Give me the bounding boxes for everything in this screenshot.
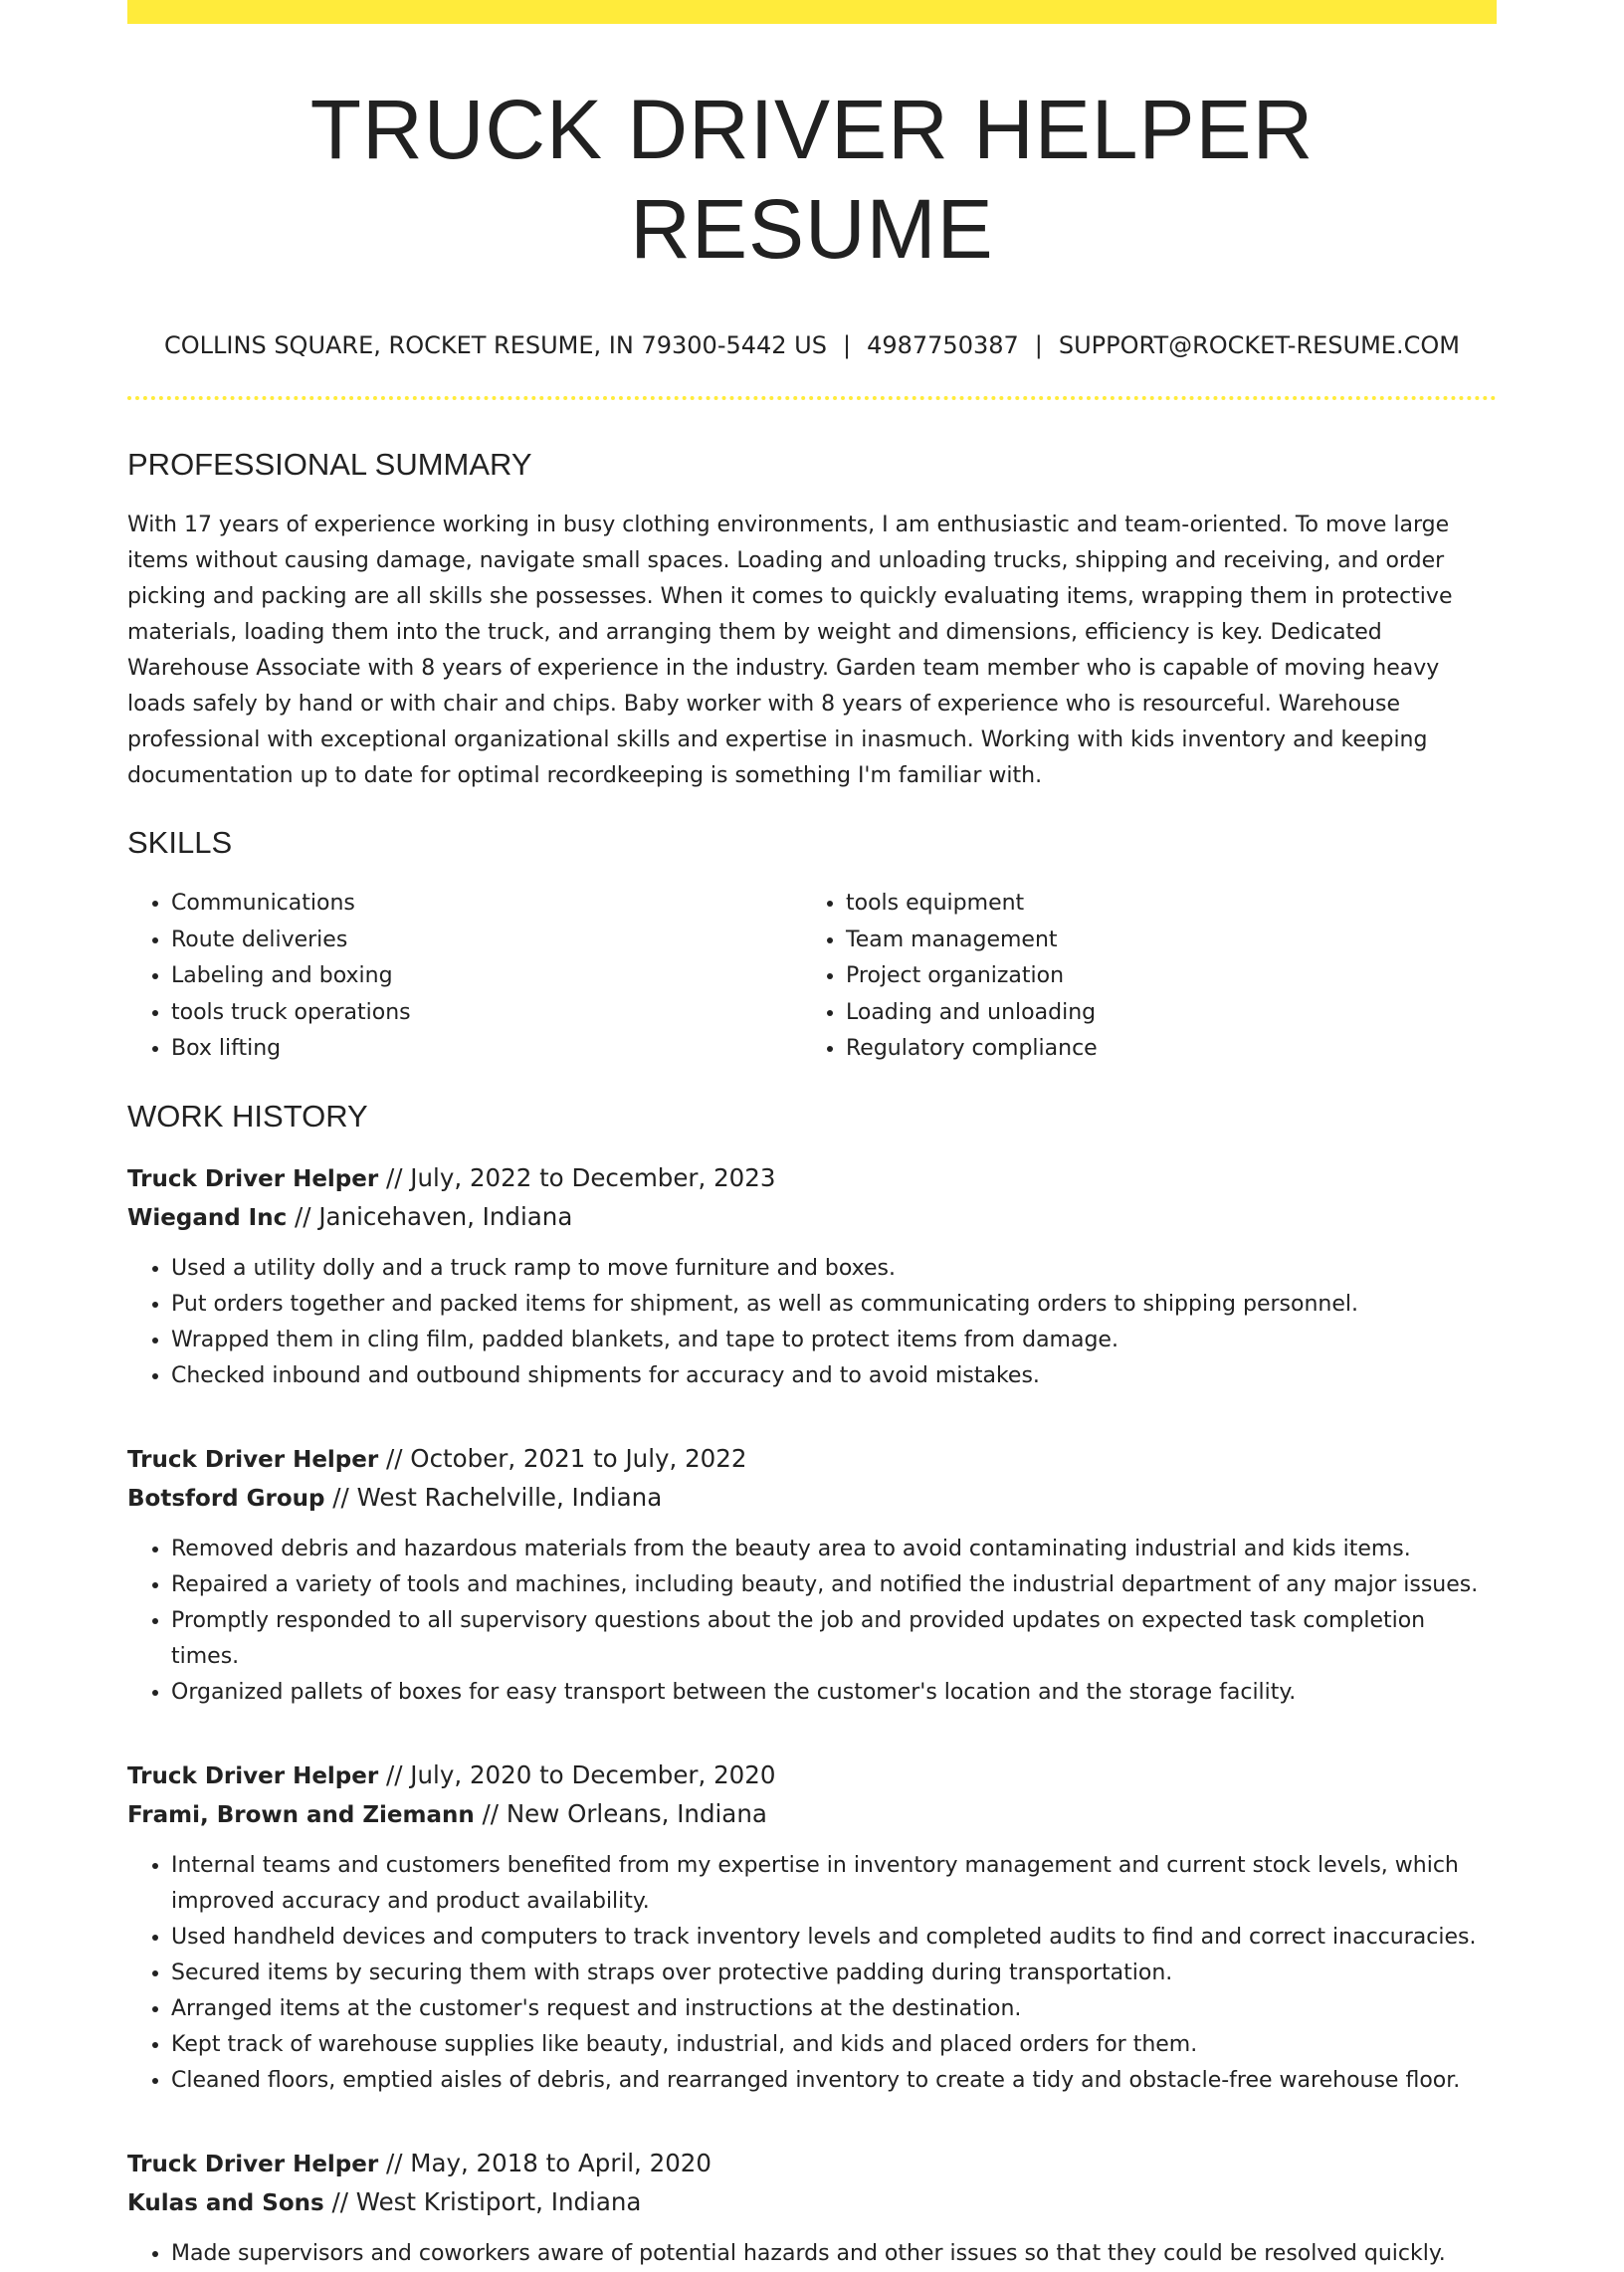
job-title-line: [127, 1756, 1497, 1795]
contact-separator: |: [1034, 331, 1043, 359]
job-title-line: [127, 1440, 1497, 1479]
job-entry: [127, 1440, 1497, 1711]
job-bullet: • Repaired a variety of tools and machines, including beauty, and notified the industrial department of any major issues.: [171, 1567, 1497, 1603]
dotted-divider: [127, 396, 1497, 400]
job-bullets: [127, 1848, 1497, 2099]
job-dates: // October, 2021 to July, 2022: [378, 1443, 747, 1473]
job-bullet: • Checked inbound and outbound shipments for accuracy and to avoid mistakes.: [171, 1358, 1497, 1394]
job-location: // Janicehaven, Indiana: [287, 1201, 573, 1231]
skill-item: • Route deliveries: [171, 923, 802, 959]
skill-item: • tools equipment: [846, 886, 1477, 923]
skill-item: • Communications: [171, 886, 802, 923]
contact-phone: 4987750387: [867, 331, 1019, 359]
skill-item: • Labeling and boxing: [171, 958, 802, 995]
job-bullets: [127, 1532, 1497, 1711]
job-bullet: • Removed debris and hazardous materials from the beauty area to avoid contaminating industrial and kids items.: [171, 1532, 1497, 1567]
job-company-line: [127, 2183, 1497, 2222]
job-bullet: • Put orders together and packed items for shipment, as well as communicating orders to shipping personnel.: [171, 1287, 1497, 1323]
skill-item: • tools truck operations: [171, 995, 802, 1032]
job-bullet: • Cleaned floors, emptied aisles of debris, and rearranged inventory to create a tidy and obstacle-free warehouse floor.: [171, 2063, 1497, 2099]
skill-item: • Team management: [846, 923, 1477, 959]
job-bullets: [127, 2236, 1497, 2272]
job-location: // West Rachelville, Indiana: [324, 1482, 663, 1512]
job-bullet: • Promptly responded to all supervisory questions about the job and provided updates on expected task completion times.: [171, 1603, 1497, 1675]
job-title: Truck Driver Helper: [127, 1762, 379, 1789]
job-location: // New Orleans, Indiana: [474, 1798, 767, 1828]
job-dates: // July, 2022 to December, 2023: [378, 1162, 776, 1192]
job-company: Botsford Group: [127, 1485, 325, 1512]
job-company-line: [127, 1479, 1497, 1518]
job-entry: [127, 1159, 1497, 1394]
contact-line: [127, 330, 1497, 360]
job-bullets: [127, 1251, 1497, 1394]
job-company: Kulas and Sons: [127, 2189, 324, 2216]
job-bullet: • Used a utility dolly and a truck ramp to move furniture and boxes.: [171, 1251, 1497, 1287]
job-company: Frami, Brown and Ziemann: [127, 1801, 475, 1828]
job-entry: [127, 2145, 1497, 2272]
job-location: // West Kristiport, Indiana: [323, 2186, 642, 2216]
resume-title: TRUCK DRIVER HELPER RESUME: [309, 83, 1315, 276]
job-bullet: • Used handheld devices and computers to track inventory levels and completed audits to find and correct inaccuracies.: [171, 1920, 1497, 1956]
job-company-line: [127, 1795, 1497, 1834]
job-bullet: • Wrapped them in cling film, padded blankets, and tape to protect items from damage.: [171, 1323, 1497, 1358]
job-entry: [127, 1756, 1497, 2099]
job-title: Truck Driver Helper: [127, 1165, 379, 1192]
summary-heading: PROFESSIONAL SUMMARY: [127, 447, 532, 482]
job-company-line: [127, 1198, 1497, 1237]
skills-column-right: [802, 886, 1477, 1068]
job-bullet: • Internal teams and customers benefited from my expertise in inventory management and current stock levels, which improved accuracy and product availability.: [171, 1848, 1497, 1920]
skill-item: • Regulatory compliance: [846, 1031, 1477, 1068]
summary-text: With 17 years of experience working in busy clothing environments, I am enthusiastic and team-oriented. To move large items without causing damage, navigate small spaces. Loading and unloading trucks, shipping and receiving, and order picking and packing are all skills she possesses. When it comes to quickly evaluating items, wrapping them in protective materials, loading them into the truck, and arranging them by weight and dimensions, efficiency is key. Dedicated Warehouse Associate with 8 years of experience in the industry. Garden team member who is capable of moving heavy loads safely by hand or with chair and chips. Baby worker with 8 years of experience who is resourceful. Warehouse professional with exceptional organizational skills and expertise in inasmuch. Working with kids inventory and keeping documentation up to date for optimal recordkeeping is something I'm familiar with.: [127, 513, 1453, 788]
contact-email: SUPPORT@ROCKET-RESUME.COM: [1058, 331, 1460, 359]
contact-address: COLLINS SQUARE, ROCKET RESUME, IN 79300-5442 US: [164, 331, 827, 359]
job-title-line: [127, 1159, 1497, 1198]
job-bullet: • Kept track of warehouse supplies like beauty, industrial, and kids and placed orders for them.: [171, 2027, 1497, 2063]
job-bullet: • Arranged items at the customer's request and instructions at the destination.: [171, 1991, 1497, 2027]
job-dates: // May, 2018 to April, 2020: [378, 2148, 711, 2177]
job-bullet: • Secured items by securing them with straps over protective padding during transportation.: [171, 1956, 1497, 1991]
work-history-heading: WORK HISTORY: [127, 1098, 368, 1134]
job-bullet: • Made supervisors and coworkers aware of potential hazards and other issues so that they could be resolved quickly.: [171, 2236, 1497, 2272]
skills-list: [127, 886, 1497, 1068]
skill-item: • Loading and unloading: [846, 995, 1477, 1032]
job-title: Truck Driver Helper: [127, 1446, 379, 1473]
job-company: Wiegand Inc: [127, 1204, 288, 1231]
skills-column-left: [127, 886, 802, 1068]
contact-separator: |: [842, 331, 852, 359]
job-title-line: [127, 2145, 1497, 2183]
resume-page: [127, 0, 1497, 2272]
job-dates: // July, 2020 to December, 2020: [378, 1759, 776, 1789]
job-bullet: • Organized pallets of boxes for easy transport between the customer's location and the storage facility.: [171, 1675, 1497, 1711]
skills-heading: SKILLS: [127, 825, 233, 860]
skill-item: • Box lifting: [171, 1031, 802, 1068]
skill-item: • Project organization: [846, 958, 1477, 995]
job-title: Truck Driver Helper: [127, 2151, 379, 2177]
